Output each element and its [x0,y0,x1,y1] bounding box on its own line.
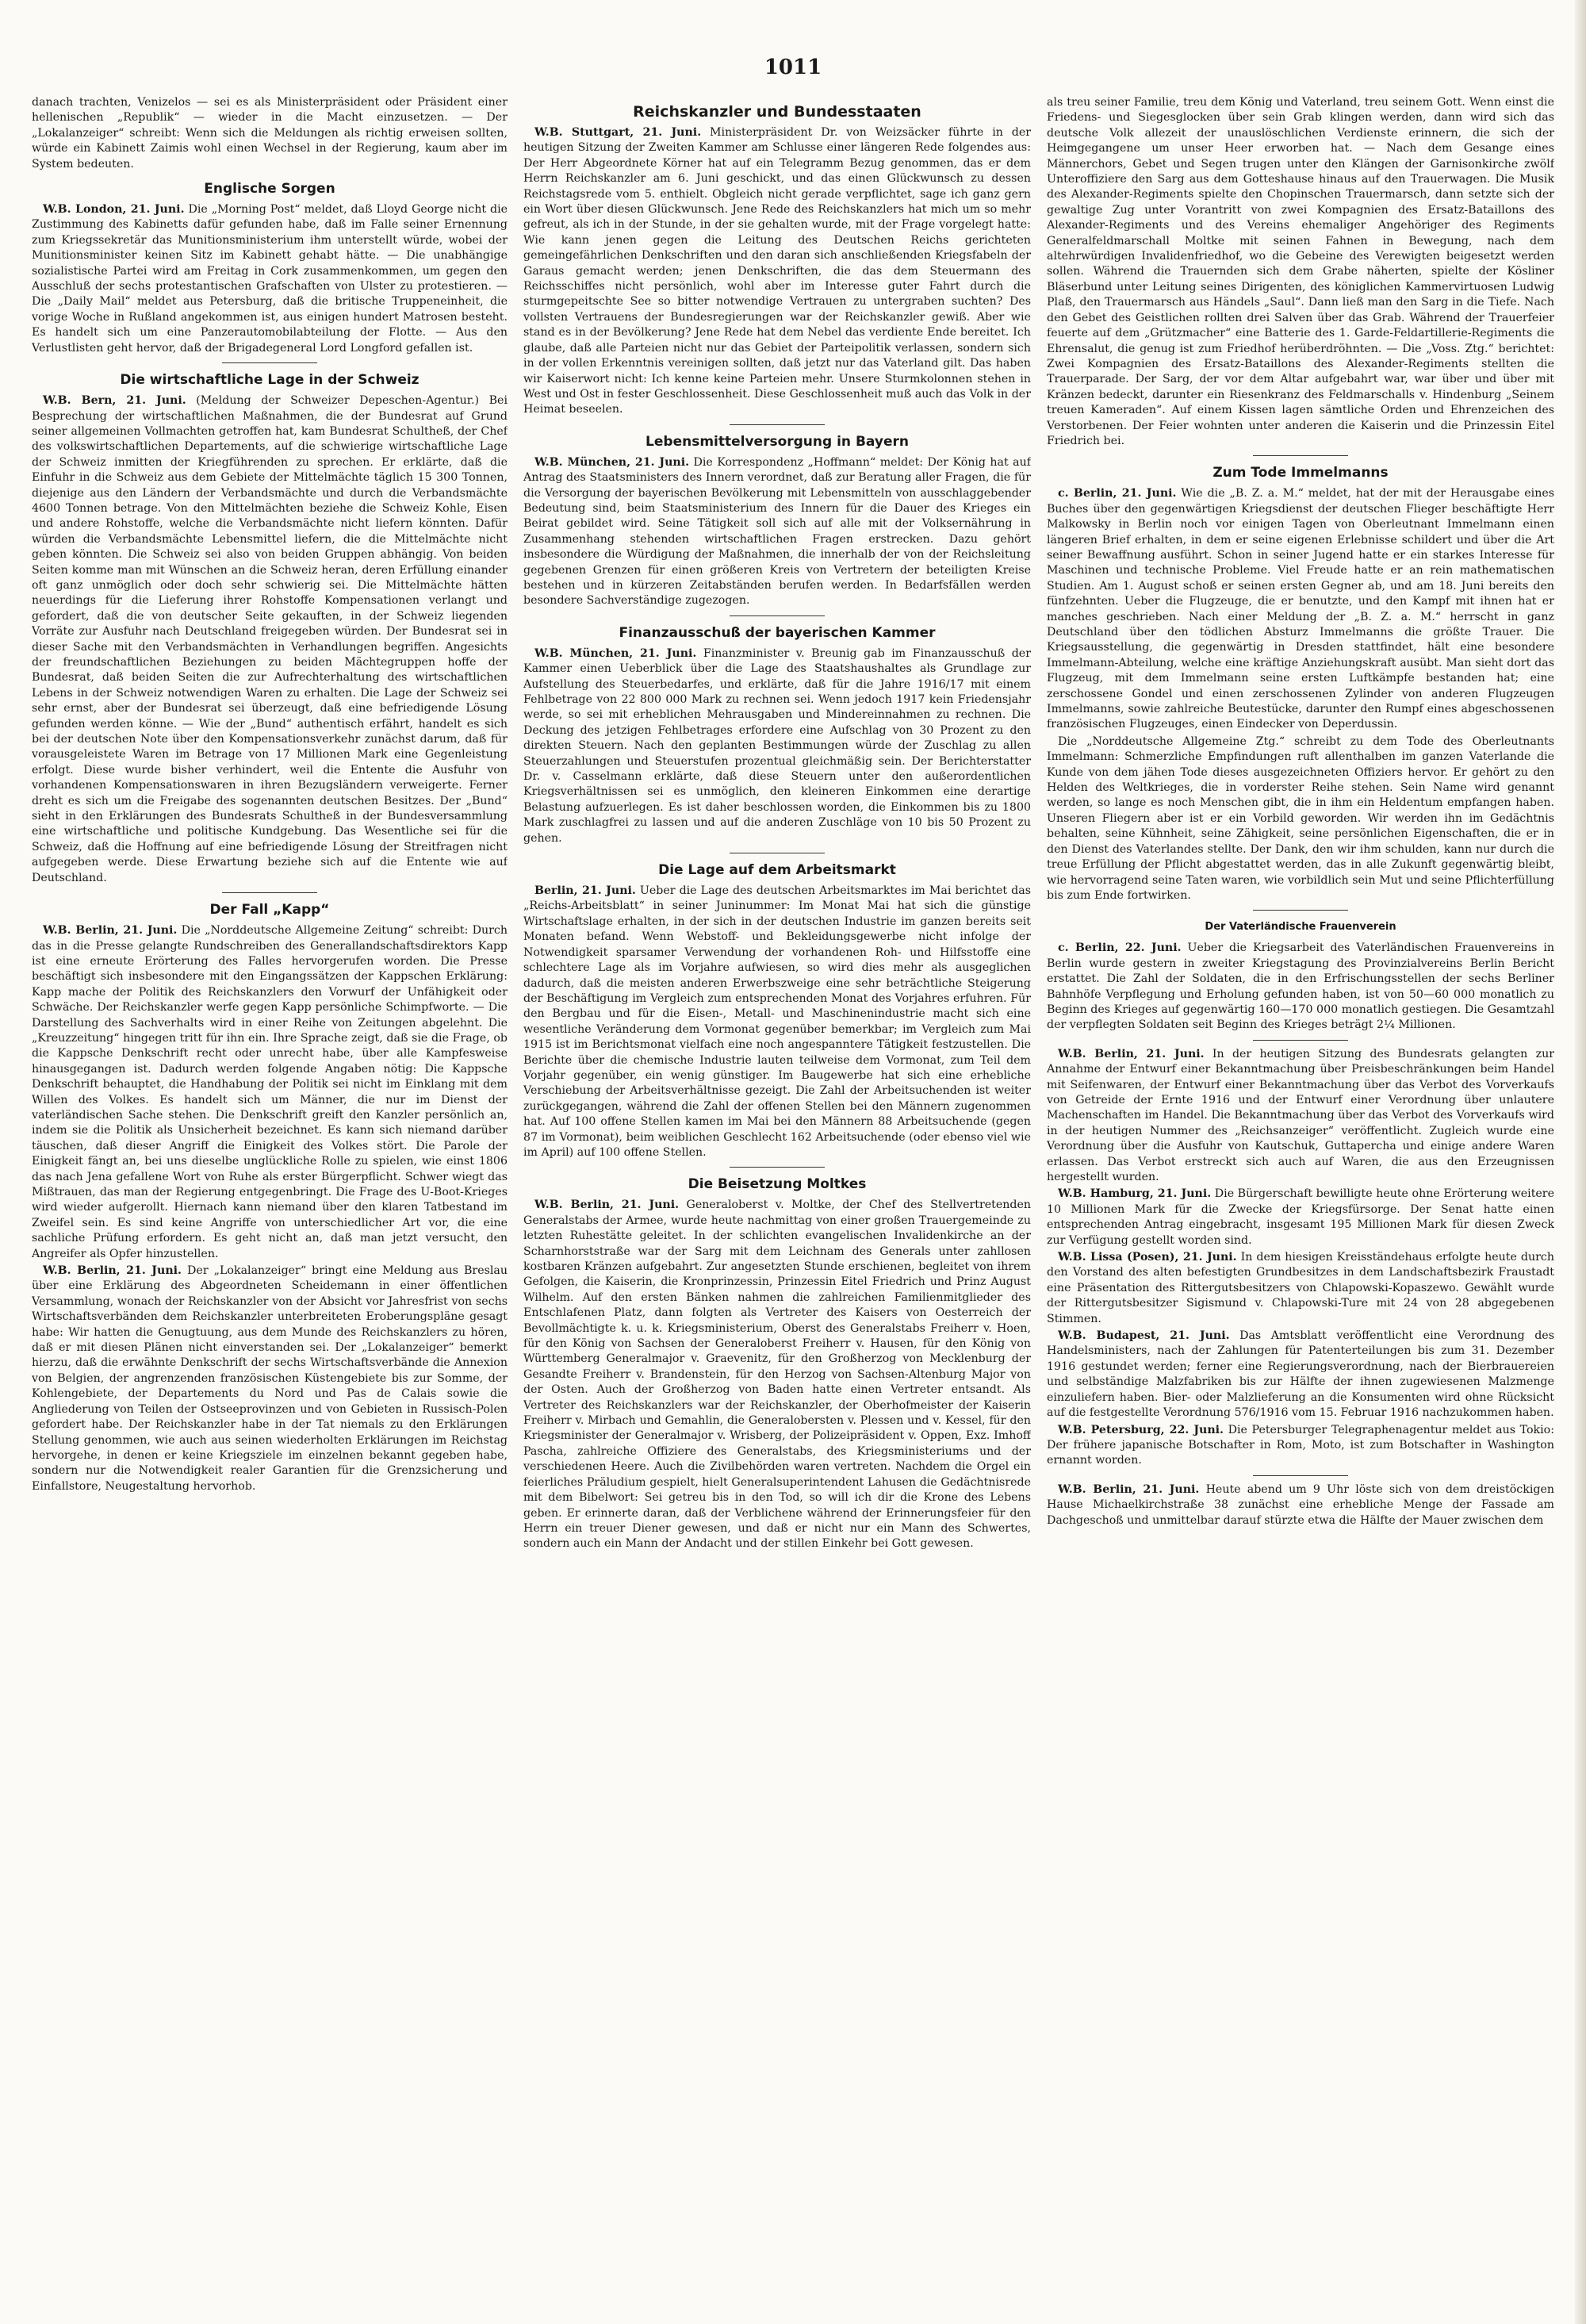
article-immelmann-nagz: Die „Norddeutsche Allgemeine Ztg.“ schreibt zu dem Tode des Oberleutnants Immelmann: Schmerzliche Empfindungen ruft allenthalben im ganzen Vaterlande die Kunde von dem jähen Tode dieses ausgezeichneten Offiziers hervor. Er gehört zu den Helden des Weltkrieges, die in vorderster Reihe stehen. Sein Name wird genannt werden, so lange es noch Menschen gibt, die in ihm ein Heldentum empfangen haben. Unseren Fliegern aber ist er ein Vorbild geworden. Wir werden ihn im Gedächtnis behalten, seine Kühnheit, seine Zähigkeit, seine persönlichen Eigenschaften, die er in den Dienst des Vaterlandes stellte. Der Dank, den wir ihm schulden, kann nur durch die treue Erfüllung der Pflicht abgestattet werden, das in alle Zukunft gegenwärtig bleibt, wie hervorragend seine Taten waren, wie vorbildlich sein Mut und seine Pflichterfüllung bis zum Ende fortwirken. [1047,734,1554,902]
article-text: Die Bürgerschaft bewilligte heute ohne Erörterung weitere 10 Millionen Mark für die Zwecke der Kriegsfürsorge. Der Senat hatte einen entsprechenden Antrag eingebracht, insgesamt 195 Millionen Mark für diesen Zweck zur Verfügung gestellt worden sind. [1047,1187,1554,1247]
column-left [32,95,508,2284]
dateline: W.B. Stuttgart, 21. Juni. [534,126,702,139]
article-text: Ministerpräsident Dr. von Weizsäcker führte in der heutigen Sitzung der Zweiten Kammer am Schlusse einer längeren Rede folgendes aus: Der Herr Abgeordnete Körner hat auf ein Telegramm Bezug genommen, das er dem Herrn Reichskanzler am 6. Juni geschickt, und das einen Glückwunsch zu dessen Reichstagsrede vom 5. enthielt. Obgleich nicht gerade verpflichtet, sage ich ganz gern ein Wort über diesen Glückwunsch. Jene Rede des Reichskanzlers hat mich um so mehr gefreut, als ich in der Stunde, in der sie gehalten wurde, mit der Frage vorgelegt hatte: Wie kann jenen gegen die Leitung des Deutschen Reichs gerichteten gemeingefährlichen Denkschriften und den daran sich anschließenden Kriegsfabeln der Garaus gemacht werden; jenen Denkschriften, die das dem Steuermann des Reichsschiffes nicht persönlich, wohl aber im Interesse guter Fahrt durch die sturmgepeitschte See so bitter notwendige Vertrauen zu untergraben suchten? Des vollsten Vertrauens der Bundesregierungen war der Reichskanzler gewiß. Aber wie stand es in der Bevölkerung? Jene Rede hat dem Nebel das verdiente Ende bereitet. Ich glaube, daß alle Parteien nicht nur das Gebiet der Parteipolitik verlassen, sondern sich in der vollen Erkenntnis vereinigen sollten, daß jetzt nur das Vaterland gilt. Das haben wir Kaiserwort nicht: Ich kenne keine Parteien mehr. Unsere Sturmkolonnen stehen in West und Ost in fester Geschlossenheit. Diese Geschlossenheit muß auch das Volk in der Heimat beseelen. [523,126,1031,416]
dateline: W.B. Budapest, 21. Juni. [1058,1329,1230,1343]
article-bundesrat [1047,1047,1554,1186]
headline-lebensmittel-bayern: Lebensmittelversorgung in Bayern [646,433,909,450]
headline-moltke: Die Beisetzung Moltkes [688,1176,867,1193]
dateline: W.B. Berlin, 21. Juni. [1058,1482,1200,1496]
article-moltke-continuation: als treu seiner Familie, treu dem König und Vaterland, treu seinem Gott. Wenn einst die Friedens- und Siegesglocken über sein Grab klingen werden, dann wird sich das deutsche Volk allezeit der unauslöschlichen Verdienste erinnern, die sich der Heimgegangene um unser Heer erworben hat. — Nach dem Gesange eines Männerchors, Gebet und Segen trugen unter den Klängen der Garnisonkirche zwölf Unteroffiziere den Sarg aus dem Gotteshause hinaus auf den Trauerwagen. Die Musik des Alexander-Regiments spielte den Chopinschen Trauermarsch, dann setzte sich der gewaltige Zug unter Vorantritt von zwei Kompagnien des Ersatz-Bataillons des Alexander-Regiments und des Vereins ehemaliger Angehöriger des Regiments Generalfeldmarschall Moltke mit seinen Fahnen in Bewegung, nach dem altehrwürdigen Invalidenfriedhof, wo die Gebeine des Verewigten beigesetzt werden sollen. Während die Trauernden sich dem Grabe näherten, spielte der Kösliner Bläserbund unter Leitung seines Dirigenten, des königlichen Kammervirtuosen Ludwig Plaß, den Trauermarsch aus Händels „Saul“. Dann ließ man den Sarg in die Tiefe. Nach den Gebet des Geistlichen rollten drei Salven über das Grab. Während der Trauerfeier feuerte auf dem „Grützmacher“ eine Batterie des 1. Garde-Feldartillerie-Regiments die Ehrensalut, die genug ist zum Friedhof herüberdröhnten. — Die „Voss. Ztg.“ berichtet: Zwei Kompagnien des Ersatz-Bataillons des Alexander-Regiments stellten die Trauerparade. Der Sarg, der vor dem Altar aufgebahrt war, war über und über mit Kränzen bedeckt, darunter ein Riesenkranz des Feldmarschalls v. Hindenburg „Seinem treuen Kameraden“. Auf einem Kissen lagen sämtliche Orden und Ehrenzeichen des Verstorbenen. Der Feier wohnten unter anderen die Kaiserin und die Prinzessin Eitel Friedrich bei. [1047,96,1554,447]
dateline: W.B. Bern, 21. Juni. [43,394,186,408]
headline-immelmann: Zum Tode Immelmanns [1212,465,1389,481]
dateline: W.B. Petersburg, 22. Juni. [1058,1423,1224,1436]
section-divider [1253,910,1348,911]
section-divider [730,1167,825,1168]
article-text: Die Korrespondenz „Hoffmann“ meldet: Der König hat auf Antrag des Staatsministers des Innern verordnet, daß zur Beratung aller Fragen, die für die Versorgung der bayerischen Bevölkerung mit Lebensmitteln von ausschlaggebender Bedeutung sind, beim Staatsministerium des Innern für die Dauer des Krieges ein Beirat gebildet wird. Seine Tätigkeit soll sich auf alle mit der Volksernährung in Zusammenhang stehenden wirtschaftlichen Fragen erstrecken. Dazu gehört insbesondere die Würdigung der Maßnahmen, die innerhalb der von der Reichsleitung gegebenen Grenzen für einen größeren Kreis von Vertretern der beteiligten Kreise bestehen und in kürzeren Zeitabständen berufen werden. In Bedarfsfällen werden besondere Sachverständige zugezogen. [523,455,1031,608]
article-london [32,202,508,356]
article-bern [32,393,508,886]
article-text: Ueber die Lage des deutschen Arbeitsmarktes im Mai berichtet das „Reichs-Arbeitsblatt“ in seiner Juninummer: Im Monat Mai hat sich die günstige Wirtschaftslage erhalten, in der sich in der deutschen Industrie im ganzen bereits seit Monaten befand. Wenn Webstoff- und Bekleidungsgewerbe nicht infolge der Notwendigkeit sparsamer Verwendung der vorhandenen Roh- und Hilfsstoffe eine schlechtere Lage als im Vorjahre aufwiesen, so wird dies mehr als ausgeglichen dadurch, daß die meisten anderen Erwerbszweige eine sehr beträchtliche Steigerung der Beschäftigung im Vergleich zum entsprechenden Monat des Vorjahres erfuhren. Für den Bergbau und für die Eisen-, Metall- und Maschinenindustrie macht sich eine wesentliche Veränderung dem Vormonat gegenüber bemerkbar; im Vergleich zum Mai 1915 ist im Berichtsmonat vielfach eine noch angespanntere Tätigkeit festzustellen. Die Berichte über die chemische Industrie lauten teilweise dem Vormonat, zum Teil dem Vorjahr gegenüber, ein wenig günstiger. Im Baugewerbe hat sich eine erhebliche Verschiebung der Arbeitsverhältnisse gezeigt. Die Zahl der Arbeitsuchenden ist weiter zurückgegangen, während die Zahl der offenen Stellen bei den Männern zugenommen hat. Auf 100 offene Stellen kamen im Mai bei den Männern 88 Arbeitsuchende (gegen 87 im Vormonat), beim weiblichen Geschlecht 162 Arbeitsuchende (oder ebenso viel wie im April) auf 100 offene Stellen. [523,884,1031,1159]
article-muenchen-2 [523,646,1031,846]
headline-englische-sorgen: Englische Sorgen [204,181,335,198]
article-moltke [523,1198,1031,1551]
dateline: W.B. München, 21. Juni. [534,646,697,660]
section-divider [1253,1040,1348,1041]
article-petersburg [1047,1423,1554,1469]
column-right [1047,95,1554,2284]
article-text: Generaloberst v. Moltke, der Chef des Stellvertretenden Generalstabs der Armee, wurde heute nachmittag von einer großen Trauergemeinde zu letzten Ruhestätte geleitet. In der schlichten evangelischen Invalidenkirche an der Scharnhorststraße war der Sarg mit dem Leichnam des Generals unter zahllosen kostbaren Kränzen aufgebahrt. Zur angesetzten Stunde erschienen, begleitet von ihrem Gefolgen, die Kaiserin, die Kronprinzessin, Prinzessin Eitel Friedrich und Prinz August Wilhelm. Auf den ersten Bänken nahmen die zahlreichen Familienmitglieder des Entschlafenen Platz, dann folgten als Vertreter des Kaisers von Oesterreich der Bevollmächtigte k. u. k. Kriegsministerium, Oberst des Generalstabs Freiherr v. Hoen, für den König von Sachsen der Generaloberst Freiherr v. Hausen, für den König von Württemberg Generalmajor v. Graevenitz, für den Großherzog von Mecklenburg der Gesandte Freiherr v. Brandenstein, für den Herzog von Sachsen-Altenburg Major von der Osten. Auch der Großherzog von Baden hatte einen Vertreter entsandt. Als Vertreter des Reichskanzlers war der Reichskanzler, der Oberhofmeister der Kaiserin Freiherr v. Mirbach und Gemahlin, die Generalobersten v. Plessen und v. Kessel, für den Kriegsminister der Generalmajor v. Wrisberg, der Polizeipräsident v. Oppen, Exz. Imhoff Pascha, zahlreiche Offiziere des Generalstabs, des Kriegsministeriums und der verschiedenen Heere. Auch die Zivilbehörden waren vertreten. Nachdem die Orgel ein feierliches Präludium gespielt, hielt Generalsuperintendent Lahusen die Gedächtnisrede mit dem Bibelwort: Sei getreu bis in den Tod, so will ich dir die Krone des Lebens geben. Er erinnerte daran, daß der Verblichene während der Erinnerungsfeier für den Herrn ein treuer Diener gewesen, und daß er nicht nur ein Mann des Schwertes, sondern auch ein Mann der Andacht und der stillen Einkehr bei Gott gewesen. [523,1198,1031,1551]
article-columns [32,95,1554,2284]
article-text: Der „Lokalanzeiger“ bringt eine Meldung aus Breslau über eine Erklärung des Abgeordneten Scheidemann in einer öffentlichen Versammlung, wonach der Reichskanzler von der Absicht vor Jahresfrist von sechs Wirtschaftsverbänden dem Reichskanzler unterbreiteten Eroberungspläne gesagt habe: Wir hatten die Genugtuung, aus dem Munde des Reichskanzlers zu hören, daß er mit diesen Plänen nicht einverstanden sei. Der „Lokalanzeiger“ bemerkt hierzu, daß die erwähnte Denkschrift der sechs Wirtschaftsverbände die Annexion von Belgien, der angrenzenden französischen Küstengebiete bis zur Somme, der Kohlengebiete, der Departements du Nord und Pas de Calais sowie die Angliederung von Teilen der Ostseeprovinzen und von Gebieten in Russisch-Polen gefordert habe. Der Reichskanzler habe in der Tat niemals zu den Erklärungen Stellung genommen, wie auch aus seinen wiederholten Erklärungen im Reichstag hervorgehe, in denen er keine Kriegsziele im einzelnen bekannt gegeben habe, sondern nur die Notwendigkeit realer Garantien für die Grenzsicherung und Einfallstore, Neugestaltung hervorhob. [32,1264,508,1493]
article-text: (Meldung der Schweizer Depeschen-Agentur.) Bei Besprechung der wirtschaftlichen Maßnahmen, die der Bundesrat auf Grund seiner allgemeinen Vollmachten getroffen hat, kam Bundesrat Schultheß, der Chef des volkswirtschaftlichen Departements, auf die schwierige wirtschaftliche Lage der Schweiz inmitten der Kriegführenden zu sprechen. Er erklärte, daß die Einfuhr in die Schweiz aus dem Gebiete der Mittelmächte täglich 15 300 Tonnen, diejenige aus den Ländern der Verbandsmächte und durch die Verbandsmächte 4600 Tonnen betrage. Von den Mittelmächten beziehe die Schweiz Kohle, Eisen und andere Rohstoffe, welche die Verbandsmächte nicht liefern könnten. Dafür würden die Verbandsmächte Lebensmittel liefern, die die Mittelmächte nicht geben könnten. Die Schweiz sei also von beiden Gruppen abhängig. Von beiden Seiten komme man mit Wünschen an die Schweiz heran, deren Erfüllung einander oft ganz unmöglich oder doch sehr schwierig sei. Die Mittelmächte hätten neuerdings für die Lieferung ihrer Rohstoffe Kompensationen verlangt und gefordert, daß die von deutscher Seite gekauften, in der Schweiz liegenden Vorräte zur Ausfuhr nach Deutschland freigegeben würden. Der Bundesrat sei in dieser Sache mit den Verbandsmächten in Verhandlungen begriffen. Angesichts der freundschaftlichen Beziehungen zu beiden Mächtegruppen hoffe der Bundesrat, daß beiden Seiten die zur Aufrechterhaltung des wirtschaftlichen Lebens in der Schweiz notwendigen Waren zu erhalten. Die Lage der Schweiz sei sehr ernst, aber der Bundesrat sei überzeugt, daß eine befriedigende Lösung gefunden werden könne. — Wie der „Bund“ authentisch erfährt, handelt es sich bei der deutschen Note über den Kompensationsverkehr zunächst darum, daß für vorausgeleistete Waren im Betrage von 17 Millionen Mark eine Gegenleistung erfolgt. Diese wurde bisher verhindert, weil die Entente die Ausfuhr von vorhandenen Kompensationswaren in ihren Bezugsländern verweigerte. Ferner dreht es sich um die Freigabe des sogenannten deutschen Besitzes. Der „Bund“ sieht in den Erklärungen des Bundesrats Schultheß in der Bundesversammlung eine wirtschaftliche und politische Kundgebung. Das Wesentliche sei für die Schweiz, daß die Hoffnung auf eine befriedigende Lösung der Streitfragen nicht aufgegeben werde. Diese Erwartung beziehe sich auf die Entente wie auf Deutschland. [32,394,508,884]
article-text: Wie die „B. Z. a. M.“ meldet, hat der mit der Herausgabe eines Buches über den gegenwärtigen Kriegsdienst der deutschen Flieger beschäftigte Herr Malkowsky in Berlin noch vor einigen Tagen von Oberleutnant Immelmann einen längeren Brief erhalten, in dem er seine eigenen Erlebnisse schildert und über die Art seiner Bewaffnung ausführt. Schon in seiner Jugend hatte er ein starkes Interesse für Maschinen und technische Probleme. Viel Freude hatte er an rein mathematischen Studien. Am 1. August schoß er seinen ersten Gegner ab, und am 18. Juni bereits den fünfzehnten. Ueber die Flugzeuge, die er benutzte, und den Kampf mit ihnen hat er manches geschrieben. Nach einer Meldung der „B. Z. a. M.“ herrscht in ganz Deutschland über den tödlichen Absturz Immelmanns die größte Trauer. Die Kriegsausstellung, die gegenwärtig in Dresden stattfindet, hält eine besondere Immelmann-Abteilung, welche eine kräftige Anziehungskraft ausübt. Man sieht dort das Flugzeug, mit dem Immelmann seine ersten Luftkämpfe bestanden hat; eine zerschossene Gondel und einen zerschossenen Zylinder von anderen Flugzeugen Immelmanns, sowie zahlreiche Beutestücke, darunter den Rumpf eines abgeschossenen französischen Flugzeuges, einen Eindecker von Deperdussin. [1047,487,1554,731]
article-budapest [1047,1329,1554,1421]
section-divider [730,424,825,425]
article-text: Das Amtsblatt veröffentlicht eine Verordnung des Handelsministers, nach der Zahlungen für Patenterteilungen bis zum 31. Dezember 1916 gestundet werden; ferner eine Regierungsverordnung, nach der Bierbrauereien und selbständige Malzfabriken bis zur Hälfte der ihnen zugewiesenen Malzmenge einzuliefern haben. Bier- oder Malzlieferung an die Konsumenten wird ohne Rücksicht auf die festgestellte Verordnung 576/1916 vom 15. Februar 1916 nachzukommen haben. [1047,1329,1554,1420]
dateline: W.B. München, 21. Juni. [534,455,690,469]
dateline: Berlin, 21. Juni. [534,884,636,898]
article-continuation: danach trachten, Venizelos — sei es als Ministerpräsident oder Präsident einer hellenischen „Republik“ — wieder in die Macht einzusetzen. — Der „Lokalanzeiger“ schreibt: Wenn sich die Meldungen als richtig erweisen sollten, würde ein Kabinett Zaimis wohl einen Wechsel in der Regierung, kaum aber im System bedeuten. [32,96,508,171]
dateline: W.B. Berlin, 21. Juni. [43,924,178,938]
dateline: W.B. Berlin, 21. Juni. [43,1264,182,1278]
article-text: Die „Norddeutsche Allgemeine Zeitung“ schreibt: Durch das in die Presse gelangte Rundschreiben des Generallandschaftsdirektors Kapp ist eine erneute Erörterung des Falles hervorgerufen worden. Die Presse beschäftigt sich insbesondere mit den Eingangssätzen der Kappschen Erklärung: Kapp mache der Politik des Reichskanzlers den Vorwurf der Unfähigkeit oder Schwäche. Der Reichskanzler werfe gegen Kapp persönliche Schimpfworte. — Die Darstellung des Sachverhalts wird in einer Reihe von Zeitungen abgelehnt. Die „Kreuzzeitung“ hingegen tritt für ihn ein. Ihre Sprache zeigt, daß sie die Frage, ob die Kappsche Denkschrift recht oder unrecht habe, über alle Kampfesweise hinausgegangen ist. Dadurch werden folgende Angaben nötig: Die Kappsche Denkschrift behauptet, die Handhabung der Politik sei nicht im Einklang mit dem Willen des Volkes. Es handelt sich um Männer, die nur im Dienst der vaterländischen Sache stehen. Die Denkschrift greift den Kanzler persönlich an, indem sie die Politik als Unsicherheit bezeichnet. Es kann sich niemand darüber täuschen, daß dieser Angriff die Einigkeit des Volkes stört. Die Parole der Einigkeit fängt an, bei uns dieselbe unglückliche Rolle zu spielen, wie einst 1806 das nach Jena gefallene Wort von Ruhe als erster Bürgerpflicht. Schwer wiegt das Mißtrauen, das man der Regierung entgegenbringt. Die Frage des U-Boot-Krieges wird wieder aufgerollt. Hiernach kann niemand über den klaren Tatbestand im Zweifel sein. Es sind keine Angriffe von unterschiedlicher Art vor, die eine sachliche Prüfung erfordern. Es geht nicht an, daß man jetzt versucht, den Angreifer als Opfer hinzustellen. [32,924,508,1260]
article-frauenverein [1047,941,1554,1033]
article-muenchen-1 [523,455,1031,609]
dateline: W.B. Berlin, 21. Juni. [1058,1047,1205,1060]
article-text: Ueber die Kriegsarbeit des Vaterländischen Frauenvereins in Berlin wurde gestern in zweiter Kriegstagung des Provinzialvereins Berlin Bericht erstattet. Die Zahl der Soldaten, die in den Erfrischungsstellen der sechs Berliner Bahnhöfe Verpflegung und Erholung gefunden haben, ist von 50—60 000 monatlich zu Beginn des Krieges auf gegenwärtig 160—170 000 monatlich gestiegen. Die Gesamtzahl der verpflegten Soldaten seit Beginn des Krieges beträgt 2¼ Millionen. [1047,941,1554,1032]
article-berlin-fassade [1047,1482,1554,1528]
article-text: Die Petersburger Telegraphenagentur meldet aus Tokio: Der frühere japanische Botschafter in Rom, Moto, ist zum Botschafter in Washington ernannt worden. [1047,1423,1554,1467]
scan-edge [1575,0,1586,2324]
dateline: c. Berlin, 21. Juni. [1058,487,1177,500]
dateline: W.B. Lissa (Posen), 21. Juni. [1058,1251,1237,1264]
article-hamburg [1047,1187,1554,1248]
dateline: W.B. Berlin, 21. Juni. [534,1198,680,1212]
headline-fall-kapp: Der Fall „Kapp“ [209,902,330,918]
article-immelmann [1047,486,1554,733]
article-lissa [1047,1250,1554,1327]
headline-finanzausschuss: Finanzausschuß der bayerischen Kammer [619,624,936,641]
dateline: W.B. London, 21. Juni. [43,203,185,217]
headline-reichskanzler: Reichskanzler und Bundesstaaten [633,103,921,121]
section-divider [222,892,317,893]
section-divider [1253,1475,1348,1476]
article-text: Die „Morning Post“ meldet, daß Lloyd George nicht die Zustimmung des Kabinetts dafür gefunden habe, daß im Falle seiner Ernennung zum Kriegssekretär das Munitionsministerium ihm unterstellt würde, wobei der Munitionsminister keinen Sitz im Kabinett gehabt hätte. — Die unabhängige sozialistische Partei wird am Freitag in Cork zusammenkommen, um gegen den Ausschluß der sechs protestantischen Grafschaften von Ulster zu protestieren. — Die „Daily Mail“ meldet aus Petersburg, daß die britische Truppeneinheit, die vorige Woche in Rußland angekommen ist, aus einigen hundert Matrosen besteht. Es handelt sich um eine Panzerautomobilabteilung der Flotte. — Aus den Verlustlisten geht hervor, daß der Brigadegeneral Lord Longford gefallen ist. [32,203,508,355]
article-kapp [32,923,508,1262]
dateline: c. Berlin, 22. Juni. [1058,941,1182,955]
article-text: In dem hiesigen Kreisständehaus erfolgte heute durch den Vorstand des alten befestigten Grundbesitzes in dem Landschaftsbezirk Fraustadt eine Präsentation des Rittergutsbesitzers von Chlapowski-Kopaszewo. Gewählt wurde der Rittergutsbesitzer Sigismund v. Chlapowski-Ture mit 24 von 28 abgegebenen Stimmen. [1047,1251,1554,1325]
dateline: W.B. Hamburg, 21. Juni. [1058,1187,1212,1201]
article-text: Finanzminister v. Breunig gab im Finanzausschuß der Kammer einen Ueberblick über die Lage des Staatshaushaltes als Grundlage zur Aufstellung des Steuerbedarfes, und erklärte, daß für die Jahre 1916/17 mit einem Fehlbetrage von 22 800 000 Mark zu rechnen sei. Wenn jedoch 1917 kein Friedensjahr werde, so sei mit erheblichen Mehrausgaben und Mindereinnahmen zu rechnen. Die Deckung des jetzigen Fehlbetrages erfordere eine Aufschlag von 30 Prozent zu den direkten Steuern. Nach den geplanten Bestimmungen würde der Zuschlag zu allen Steuerzahlungen und Steuerstufen prozentual gleichmäßig sein. Der Berichterstatter Dr. v. Casselmann erklärte, daß diese Steuern unter den außerordentlichen Kriegsverhältnissen sei es unmöglich, den kleineren Einkommen eine derartige Belastung aufzuerlegen. Es ist daher beschlossen worden, die Einkommen bis zu 1800 Mark zuschlagfrei zu lassen und auf die anderen Zuschläge von 10 bis 50 Prozent zu gehen. [523,646,1031,845]
page-number: 1011 [764,56,822,79]
headline-frauenverein: Der Vaterländische Frauenverein [1205,921,1396,934]
article-stuttgart [523,125,1031,418]
column-middle [523,95,1031,2284]
section-divider [1253,455,1348,456]
section-divider [222,362,317,363]
article-arbeitsmarkt [523,884,1031,1160]
article-text: In der heutigen Sitzung des Bundesrats gelangten zur Annahme der Entwurf einer Bekanntmachung über Preisbeschränkungen beim Handel mit Seifenwaren, der Entwurf einer Bekanntmachung über das Verbot des Vorverkaufs von Getreide der Ernte 1916 und der Entwurf einer Verordnung über unlautere Machenschaften im Handel. Die Bekanntmachung über das Verbot des Vorverkaufs wird in der heutigen Nummer des „Reichsanzeiger“ veröffentlicht. Zugleich wurde eine Verordnung über die Ausfuhr von Kautschuk, Guttapercha und einige andere Waren erlassen. Das Verbot erstreckt sich auch auf Waren, die aus den Erzeugnissen hergestellt wurden. [1047,1047,1554,1183]
article-lokalanzeiger [32,1264,508,1494]
article-text: Heute abend um 9 Uhr löste sich von dem dreistöckigen Hause Michaelkirchstraße 38 zunächst eine erhebliche Menge der Fassade am Dachgeschoß und unmittelbar darauf stürzte etwa die Hälfte der Mauer zwischen dem [1047,1482,1554,1527]
headline-schweiz: Die wirtschaftliche Lage in der Schweiz [120,372,419,389]
headline-arbeitsmarkt: Die Lage auf dem Arbeitsmarkt [658,862,896,879]
